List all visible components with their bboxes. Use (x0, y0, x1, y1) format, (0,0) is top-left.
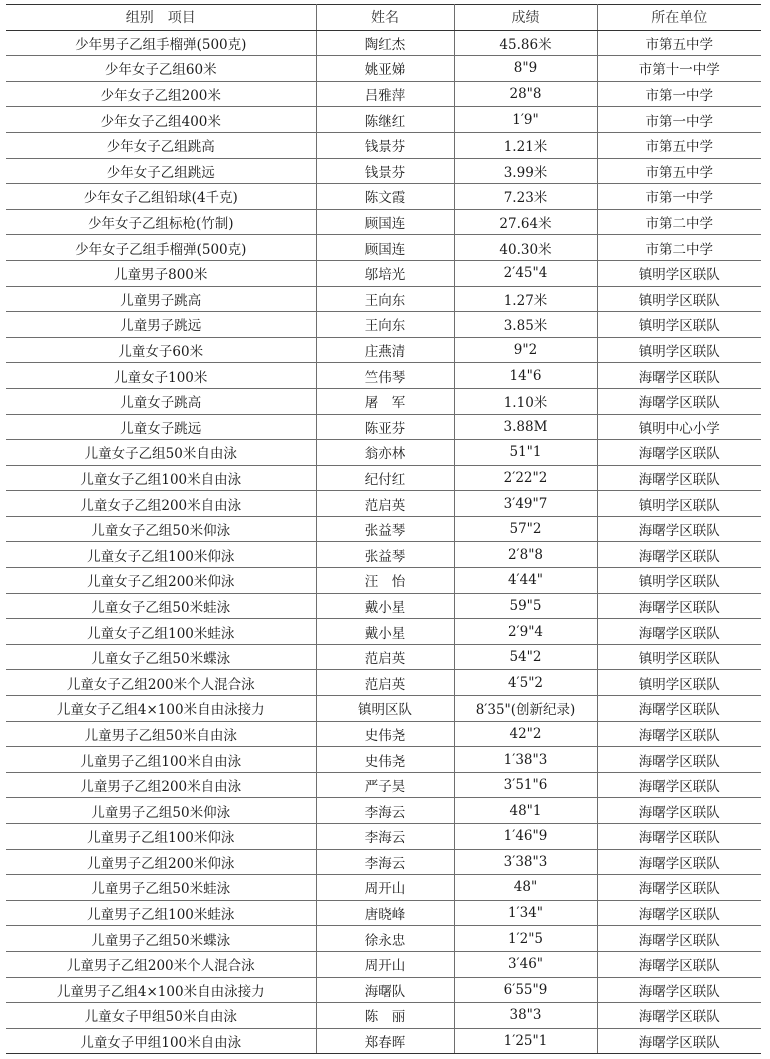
unit-cell: 海曙学区联队 (597, 824, 761, 850)
table-row (6, 721, 761, 747)
unit-cell: 市第五中学 (597, 30, 761, 56)
athlete-name-cell: 庄燕清 (316, 337, 454, 363)
result-cell: 1′38"3 (454, 747, 597, 773)
event-cell: 儿童男子乙组200米自由泳 (6, 772, 316, 798)
athlete-name-cell: 史伟尧 (316, 721, 454, 747)
event-cell: 儿童女子乙组50米蛙泳 (6, 593, 316, 619)
result-cell: 14"6 (454, 363, 597, 389)
unit-cell: 海曙学区联队 (597, 798, 761, 824)
athlete-name-cell: 张益琴 (316, 542, 454, 568)
event-cell: 儿童女子乙组50米蝶泳 (6, 644, 316, 670)
table-row (6, 30, 761, 56)
unit-cell: 海曙学区联队 (597, 593, 761, 619)
table-row (6, 875, 761, 901)
event-cell: 儿童女子乙组200米仰泳 (6, 568, 316, 594)
athlete-name-cell: 镇明区队 (316, 696, 454, 722)
table-row (6, 388, 761, 414)
event-cell: 儿童女子甲组50米自由泳 (6, 1003, 316, 1029)
table-row (6, 670, 761, 696)
athlete-name-cell: 范启英 (316, 670, 454, 696)
result-cell: 3′46" (454, 951, 597, 977)
result-cell: 4′5"2 (454, 670, 597, 696)
result-cell: 1′34" (454, 900, 597, 926)
result-cell: 3.85米 (454, 312, 597, 338)
result-cell: 57"2 (454, 516, 597, 542)
table-row (6, 977, 761, 1003)
unit-cell: 海曙学区联队 (597, 516, 761, 542)
event-cell: 少年女子乙组跳高 (6, 132, 316, 158)
athlete-name-cell: 徐永忠 (316, 926, 454, 952)
result-cell: 8"9 (454, 56, 597, 82)
table-row (6, 593, 761, 619)
event-cell: 儿童女子乙组200米个人混合泳 (6, 670, 316, 696)
table-row (6, 1003, 761, 1029)
unit-cell: 海曙学区联队 (597, 388, 761, 414)
result-cell: 1.27米 (454, 286, 597, 312)
header-result: 成绩 (454, 5, 597, 31)
unit-cell: 海曙学区联队 (597, 1028, 761, 1054)
athlete-name-cell: 汪 怡 (316, 568, 454, 594)
result-cell: 7.23米 (454, 184, 597, 210)
unit-cell: 镇明学区联队 (597, 260, 761, 286)
result-cell: 3′51"6 (454, 772, 597, 798)
unit-cell: 海曙学区联队 (597, 619, 761, 645)
result-cell: 51"1 (454, 440, 597, 466)
unit-cell: 海曙学区联队 (597, 849, 761, 875)
event-cell: 少年女子乙组标枪(竹制) (6, 209, 316, 235)
event-cell: 儿童女子乙组4×100米自由泳接力 (6, 696, 316, 722)
event-cell: 儿童男子乙组50米蝶泳 (6, 926, 316, 952)
event-cell: 少年女子乙组铅球(4千克) (6, 184, 316, 210)
athlete-name-cell: 翁亦林 (316, 440, 454, 466)
table-row (6, 440, 761, 466)
result-cell: 48"1 (454, 798, 597, 824)
result-cell: 2′8"8 (454, 542, 597, 568)
athlete-name-cell: 张益琴 (316, 516, 454, 542)
event-cell: 儿童女子乙组100米蛙泳 (6, 619, 316, 645)
athlete-name-cell: 纪付红 (316, 465, 454, 491)
unit-cell: 海曙学区联队 (597, 875, 761, 901)
unit-cell: 市第五中学 (597, 158, 761, 184)
athlete-name-cell: 顾国连 (316, 209, 454, 235)
result-cell: 1′9" (454, 107, 597, 133)
table-row (6, 644, 761, 670)
table-row (6, 849, 761, 875)
event-cell: 少年男子乙组手榴弹(500克) (6, 30, 316, 56)
result-cell: 1′2"5 (454, 926, 597, 952)
athlete-name-cell: 郑春晖 (316, 1028, 454, 1054)
result-cell: 28"8 (454, 81, 597, 107)
event-cell: 少年女子乙组60米 (6, 56, 316, 82)
table-row (6, 286, 761, 312)
table-row (6, 209, 761, 235)
result-cell: 1′46"9 (454, 824, 597, 850)
athlete-name-cell: 李海云 (316, 798, 454, 824)
table-row (6, 132, 761, 158)
table-row (6, 772, 761, 798)
header-unit: 所在单位 (597, 5, 761, 31)
unit-cell: 市第五中学 (597, 132, 761, 158)
results-table (6, 4, 761, 1054)
table-row (6, 235, 761, 261)
unit-cell: 海曙学区联队 (597, 772, 761, 798)
event-cell: 儿童男子乙组100米自由泳 (6, 747, 316, 773)
athlete-name-cell: 唐晓峰 (316, 900, 454, 926)
table-row (6, 542, 761, 568)
unit-cell: 海曙学区联队 (597, 696, 761, 722)
table-row (6, 260, 761, 286)
result-cell: 3′49"7 (454, 491, 597, 517)
table-row (6, 81, 761, 107)
athlete-name-cell: 范启英 (316, 491, 454, 517)
event-cell: 儿童男子乙组100米仰泳 (6, 824, 316, 850)
event-cell: 少年女子乙组200米 (6, 81, 316, 107)
table-row (6, 1028, 761, 1054)
athlete-name-cell: 陶红杰 (316, 30, 454, 56)
unit-cell: 市第一中学 (597, 107, 761, 133)
unit-cell: 镇明学区联队 (597, 568, 761, 594)
result-cell: 27.64米 (454, 209, 597, 235)
event-cell: 儿童男子跳高 (6, 286, 316, 312)
event-cell: 儿童男子乙组50米自由泳 (6, 721, 316, 747)
table-row (6, 696, 761, 722)
unit-cell: 海曙学区联队 (597, 900, 761, 926)
athlete-name-cell: 严子昊 (316, 772, 454, 798)
table-row (6, 824, 761, 850)
event-cell: 儿童女子乙组50米仰泳 (6, 516, 316, 542)
athlete-name-cell: 周开山 (316, 875, 454, 901)
event-cell: 儿童女子乙组100米仰泳 (6, 542, 316, 568)
unit-cell: 镇明中心小学 (597, 414, 761, 440)
event-cell: 少年女子乙组手榴弹(500克) (6, 235, 316, 261)
athlete-name-cell: 陈文霞 (316, 184, 454, 210)
event-cell: 儿童女子100米 (6, 363, 316, 389)
unit-cell: 镇明学区联队 (597, 670, 761, 696)
result-cell: 45.86米 (454, 30, 597, 56)
table-row (6, 158, 761, 184)
athlete-name-cell: 姚亚娣 (316, 56, 454, 82)
athlete-name-cell: 周开山 (316, 951, 454, 977)
unit-cell: 海曙学区联队 (597, 977, 761, 1003)
event-cell: 儿童男子跳远 (6, 312, 316, 338)
event-cell: 儿童男子乙组200米仰泳 (6, 849, 316, 875)
event-cell: 儿童男子乙组200米个人混合泳 (6, 951, 316, 977)
athlete-name-cell: 王向东 (316, 312, 454, 338)
unit-cell: 市第二中学 (597, 235, 761, 261)
result-cell: 3.99米 (454, 158, 597, 184)
table-row (6, 465, 761, 491)
athlete-name-cell: 陈 丽 (316, 1003, 454, 1029)
table-row (6, 619, 761, 645)
athlete-name-cell: 史伟尧 (316, 747, 454, 773)
event-cell: 儿童女子乙组50米自由泳 (6, 440, 316, 466)
table-row (6, 363, 761, 389)
table-row (6, 747, 761, 773)
result-cell: 48" (454, 875, 597, 901)
unit-cell: 海曙学区联队 (597, 1003, 761, 1029)
event-cell: 少年女子乙组400米 (6, 107, 316, 133)
event-cell: 儿童男子乙组100米蛙泳 (6, 900, 316, 926)
result-cell: 4′44" (454, 568, 597, 594)
result-cell: 9"2 (454, 337, 597, 363)
athlete-name-cell: 李海云 (316, 849, 454, 875)
athlete-name-cell: 王向东 (316, 286, 454, 312)
athlete-name-cell: 李海云 (316, 824, 454, 850)
header-event: 组别 项目 (6, 5, 316, 31)
athlete-name-cell: 屠 军 (316, 388, 454, 414)
unit-cell: 镇明学区联队 (597, 312, 761, 338)
result-cell: 59"5 (454, 593, 597, 619)
event-cell: 儿童女子跳高 (6, 388, 316, 414)
unit-cell: 海曙学区联队 (597, 721, 761, 747)
athlete-name-cell: 陈亚芬 (316, 414, 454, 440)
athlete-name-cell: 吕雅萍 (316, 81, 454, 107)
athlete-name-cell: 邬培光 (316, 260, 454, 286)
event-cell: 儿童男子乙组4×100米自由泳接力 (6, 977, 316, 1003)
unit-cell: 市第十一中学 (597, 56, 761, 82)
table-row (6, 900, 761, 926)
result-cell: 3′38"3 (454, 849, 597, 875)
event-cell: 儿童男子800米 (6, 260, 316, 286)
athlete-name-cell: 范启英 (316, 644, 454, 670)
result-cell: 1.10米 (454, 388, 597, 414)
table-row (6, 568, 761, 594)
table-body (6, 30, 761, 1054)
result-cell: 1′25"1 (454, 1028, 597, 1054)
result-cell: 2′9"4 (454, 619, 597, 645)
table-row (6, 798, 761, 824)
athlete-name-cell: 戴小星 (316, 619, 454, 645)
unit-cell: 海曙学区联队 (597, 440, 761, 466)
athlete-name-cell: 顾国连 (316, 235, 454, 261)
athlete-name-cell: 戴小星 (316, 593, 454, 619)
event-cell: 儿童男子乙组50米仰泳 (6, 798, 316, 824)
table-header (6, 5, 761, 31)
unit-cell: 海曙学区联队 (597, 363, 761, 389)
event-cell: 儿童男子乙组50米蛙泳 (6, 875, 316, 901)
results-table-container (6, 4, 761, 1054)
athlete-name-cell: 钱景芬 (316, 158, 454, 184)
result-cell: 6′55"9 (454, 977, 597, 1003)
unit-cell: 市第一中学 (597, 81, 761, 107)
result-cell: 38"3 (454, 1003, 597, 1029)
unit-cell: 海曙学区联队 (597, 465, 761, 491)
athlete-name-cell: 竺伟琴 (316, 363, 454, 389)
event-cell: 儿童女子乙组100米自由泳 (6, 465, 316, 491)
unit-cell: 市第一中学 (597, 184, 761, 210)
unit-cell: 海曙学区联队 (597, 747, 761, 773)
athlete-name-cell: 钱景芬 (316, 132, 454, 158)
unit-cell: 市第二中学 (597, 209, 761, 235)
unit-cell: 镇明学区联队 (597, 491, 761, 517)
unit-cell: 海曙学区联队 (597, 926, 761, 952)
event-cell: 儿童女子跳远 (6, 414, 316, 440)
unit-cell: 镇明学区联队 (597, 286, 761, 312)
header-row (6, 5, 761, 31)
athlete-name-cell: 陈继红 (316, 107, 454, 133)
result-cell: 54"2 (454, 644, 597, 670)
table-row (6, 312, 761, 338)
table-row (6, 951, 761, 977)
table-row (6, 414, 761, 440)
event-cell: 儿童女子乙组200米自由泳 (6, 491, 316, 517)
table-row (6, 56, 761, 82)
unit-cell: 海曙学区联队 (597, 542, 761, 568)
result-cell: 3.88M (454, 414, 597, 440)
table-row (6, 107, 761, 133)
table-row (6, 926, 761, 952)
result-cell: 40.30米 (454, 235, 597, 261)
table-row (6, 491, 761, 517)
result-cell: 2′22"2 (454, 465, 597, 491)
result-cell: 2′45"4 (454, 260, 597, 286)
event-cell: 儿童女子60米 (6, 337, 316, 363)
header-name: 姓名 (316, 5, 454, 31)
event-cell: 少年女子乙组跳远 (6, 158, 316, 184)
result-cell: 8′35"(创新纪录) (454, 696, 597, 722)
event-cell: 儿童女子甲组100米自由泳 (6, 1028, 316, 1054)
unit-cell: 镇明学区联队 (597, 644, 761, 670)
table-row (6, 516, 761, 542)
result-cell: 1.21米 (454, 132, 597, 158)
unit-cell: 海曙学区联队 (597, 951, 761, 977)
athlete-name-cell: 海曙队 (316, 977, 454, 1003)
table-row (6, 184, 761, 210)
unit-cell: 镇明学区联队 (597, 337, 761, 363)
result-cell: 42"2 (454, 721, 597, 747)
table-row (6, 337, 761, 363)
